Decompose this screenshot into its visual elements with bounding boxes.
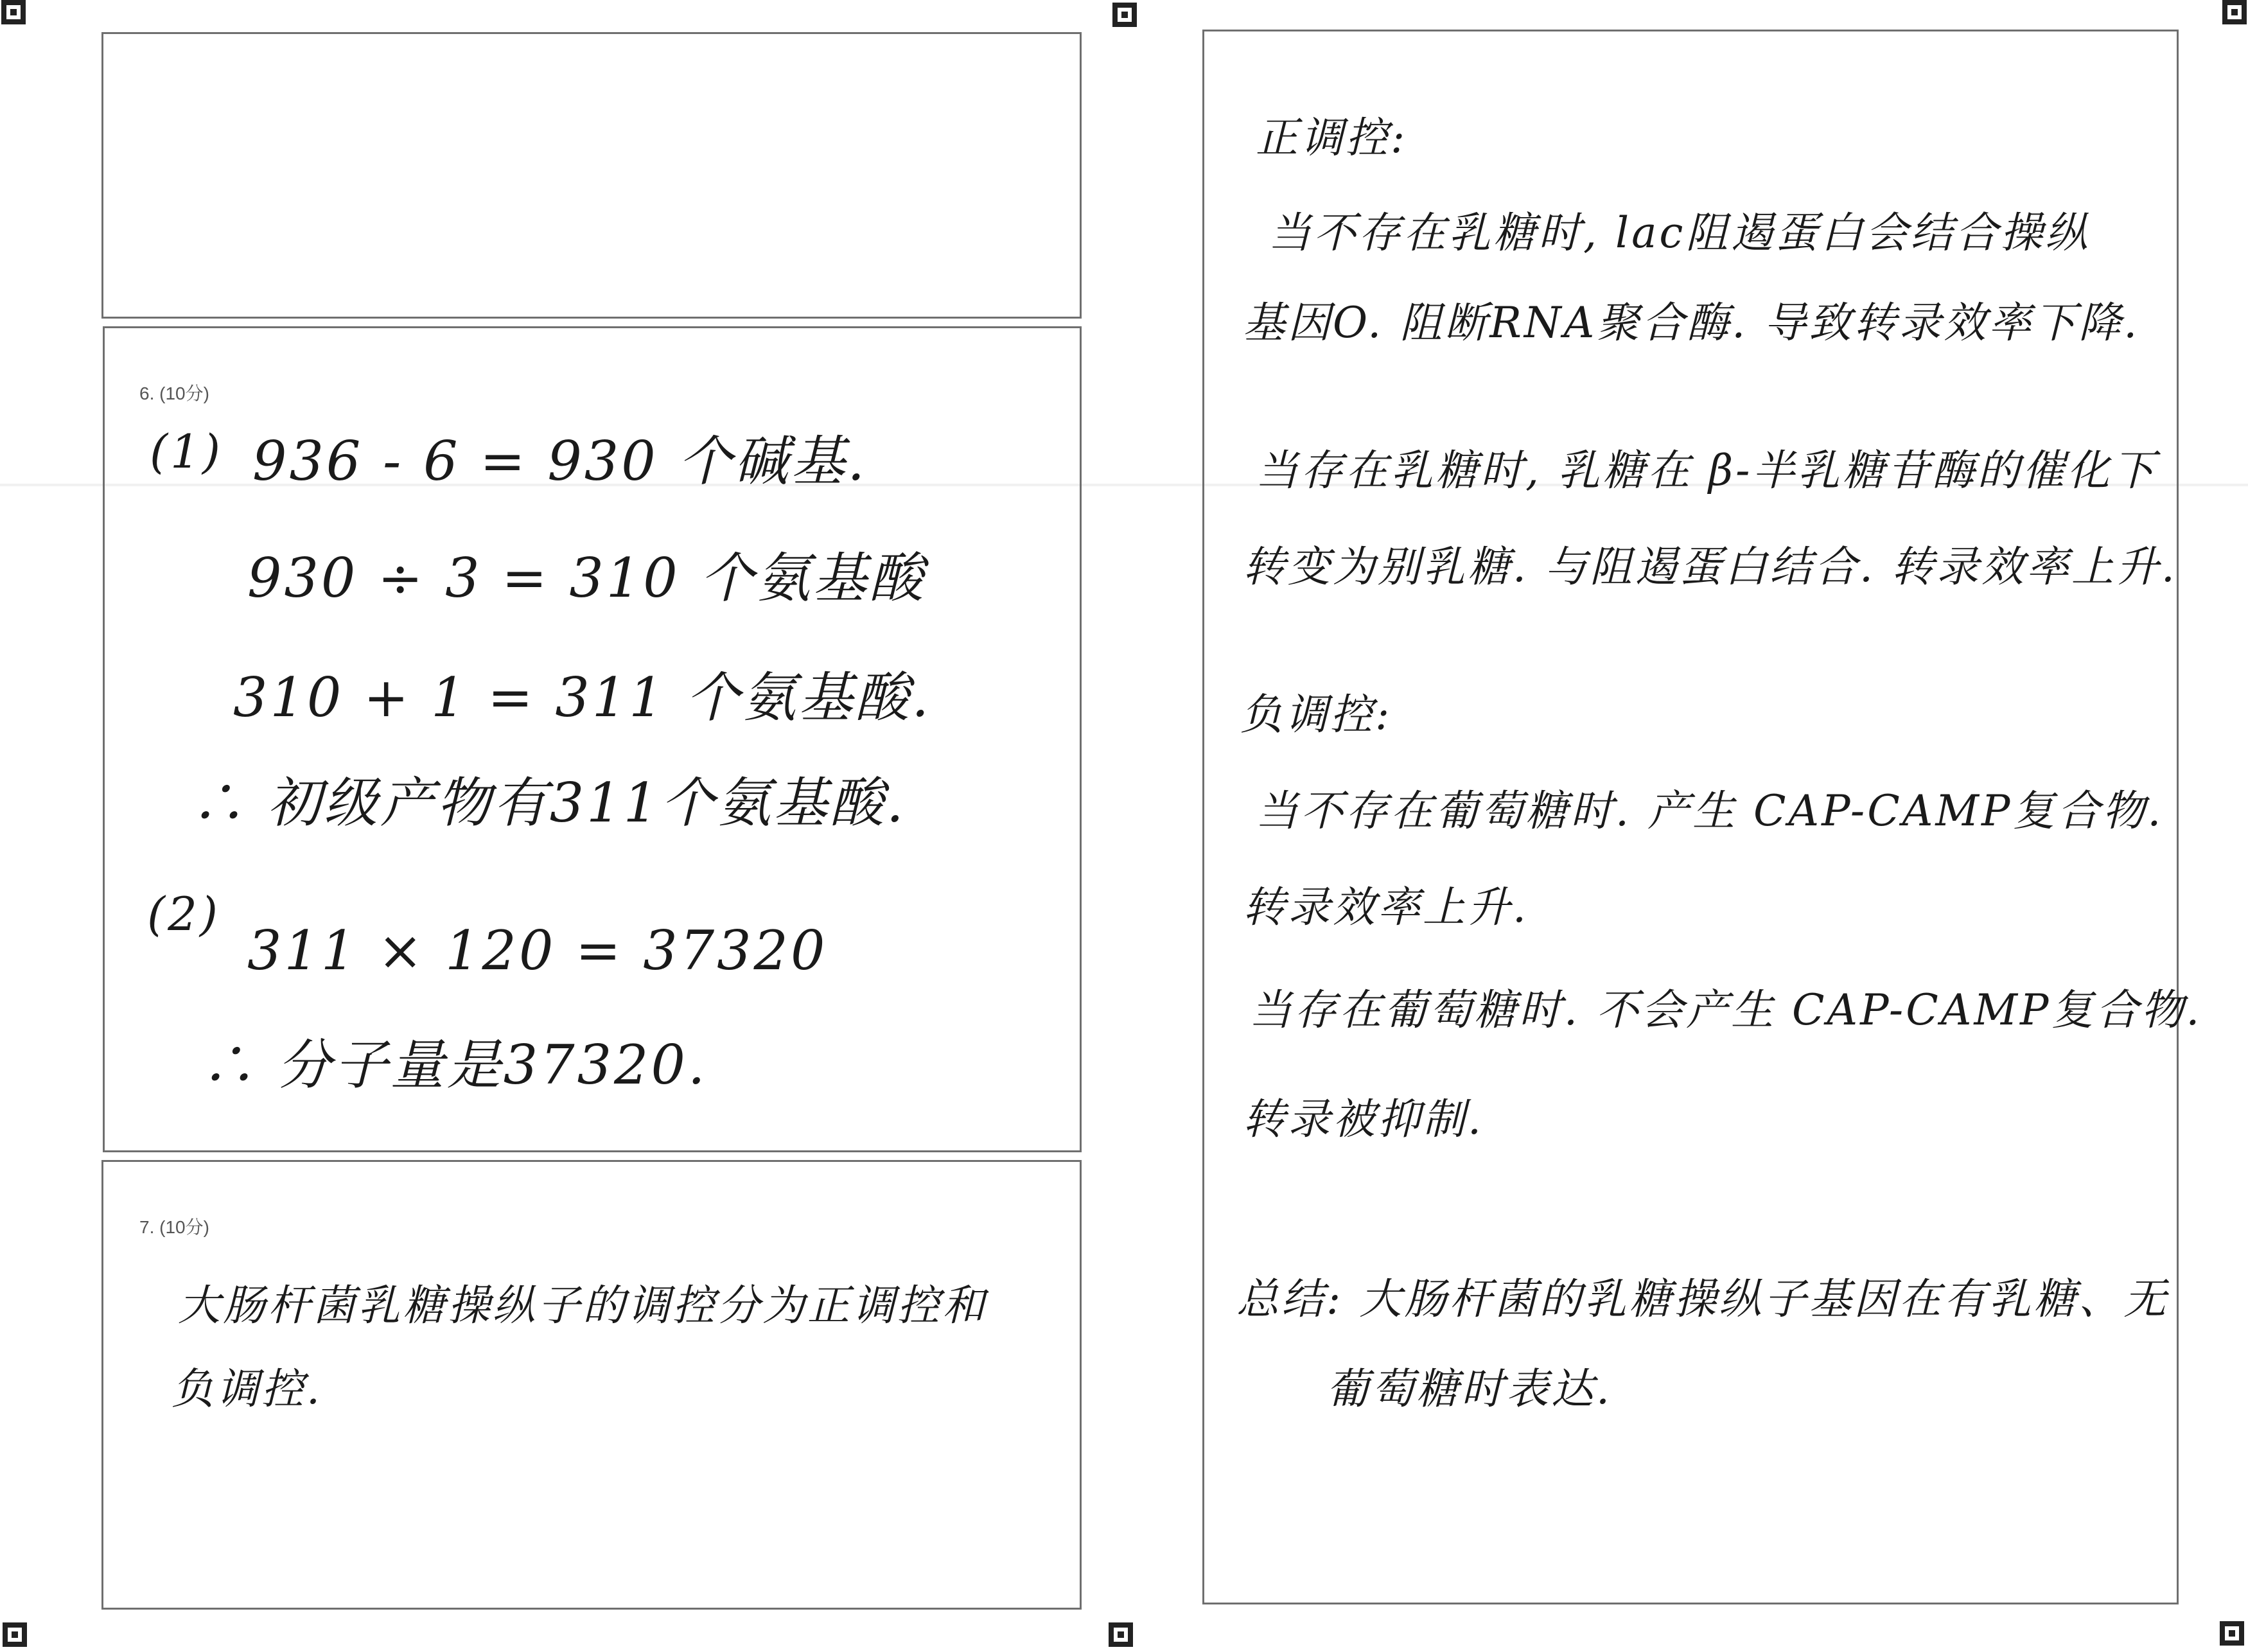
q6-part2-tag: (2): [147, 887, 220, 941]
positive-regulation-heading: 正调控:: [1256, 113, 1408, 163]
summary-line1: 总结: 大肠杆菌的乳糖操纵子基因在有乳糖、无: [1236, 1274, 2169, 1324]
negative-p1-line1: 当不存在葡萄糖时. 产生 CAP-CAMP复合物.: [1256, 786, 2164, 836]
positive-p2-line1: 当存在乳糖时, 乳糖在 β-半乳糖苷酶的催化下: [1256, 446, 2157, 495]
registration-marker-bottom-right: [2220, 1621, 2244, 1646]
negative-p2-line2: 转录被抑制.: [1243, 1094, 1484, 1144]
q6-line1: 936 - 6 = 930 个碱基.: [252, 430, 868, 493]
negative-p1-line2: 转录效率上升.: [1243, 883, 1529, 932]
summary-line2: 葡萄糖时表达.: [1326, 1364, 1612, 1414]
negative-p2-line1: 当存在葡萄糖时. 不会产生 CAP-CAMP复合物.: [1249, 985, 2202, 1035]
answer-box-q7-continued: [1202, 30, 2202, 1604]
q6-line3: 310 + 1 = 311 个氨基酸.: [233, 666, 932, 729]
registration-marker-bottom-center: [1109, 1622, 1133, 1647]
question-7-label: 7. (10分): [139, 1217, 209, 1237]
negative-regulation-heading: 负调控:: [1240, 690, 1392, 739]
registration-marker-top-center: [1112, 3, 1137, 27]
q6-line6: ∴ 分子量是37320.: [201, 1033, 708, 1096]
answer-box-q6: [103, 326, 1082, 1152]
q6-line4: ∴ 初级产物有311个氨基酸.: [191, 771, 906, 834]
q7-line1: 大肠杆菌乳糖操纵子的调控分为正调控和: [178, 1281, 987, 1330]
q6-line5: 311 × 120 = 37320: [247, 919, 828, 982]
positive-p1-line1: 当不存在乳糖时, lac阻遏蛋白会结合操纵: [1269, 208, 2091, 258]
answer-box-q7: [101, 1160, 1082, 1610]
registration-marker-bottom-left: [3, 1622, 27, 1647]
q6-part1-tag: (1): [150, 425, 223, 479]
positive-p1-line2: 基因O. 阻断RNA聚合酶. 导致转录效率下降.: [1243, 298, 2140, 347]
positive-p2-line2: 转变为别乳糖. 与阻遏蛋白结合. 转录效率上升.: [1243, 542, 2177, 592]
q6-line2: 930 ÷ 3 = 310 个氨基酸: [247, 547, 926, 610]
registration-marker-top-right: [2222, 0, 2247, 24]
registration-marker-top-left: [1, 0, 26, 24]
answer-box-blank: [101, 32, 1082, 319]
q7-line2: 负调控.: [171, 1364, 322, 1414]
question-6-label: 6. (10分): [139, 383, 209, 403]
